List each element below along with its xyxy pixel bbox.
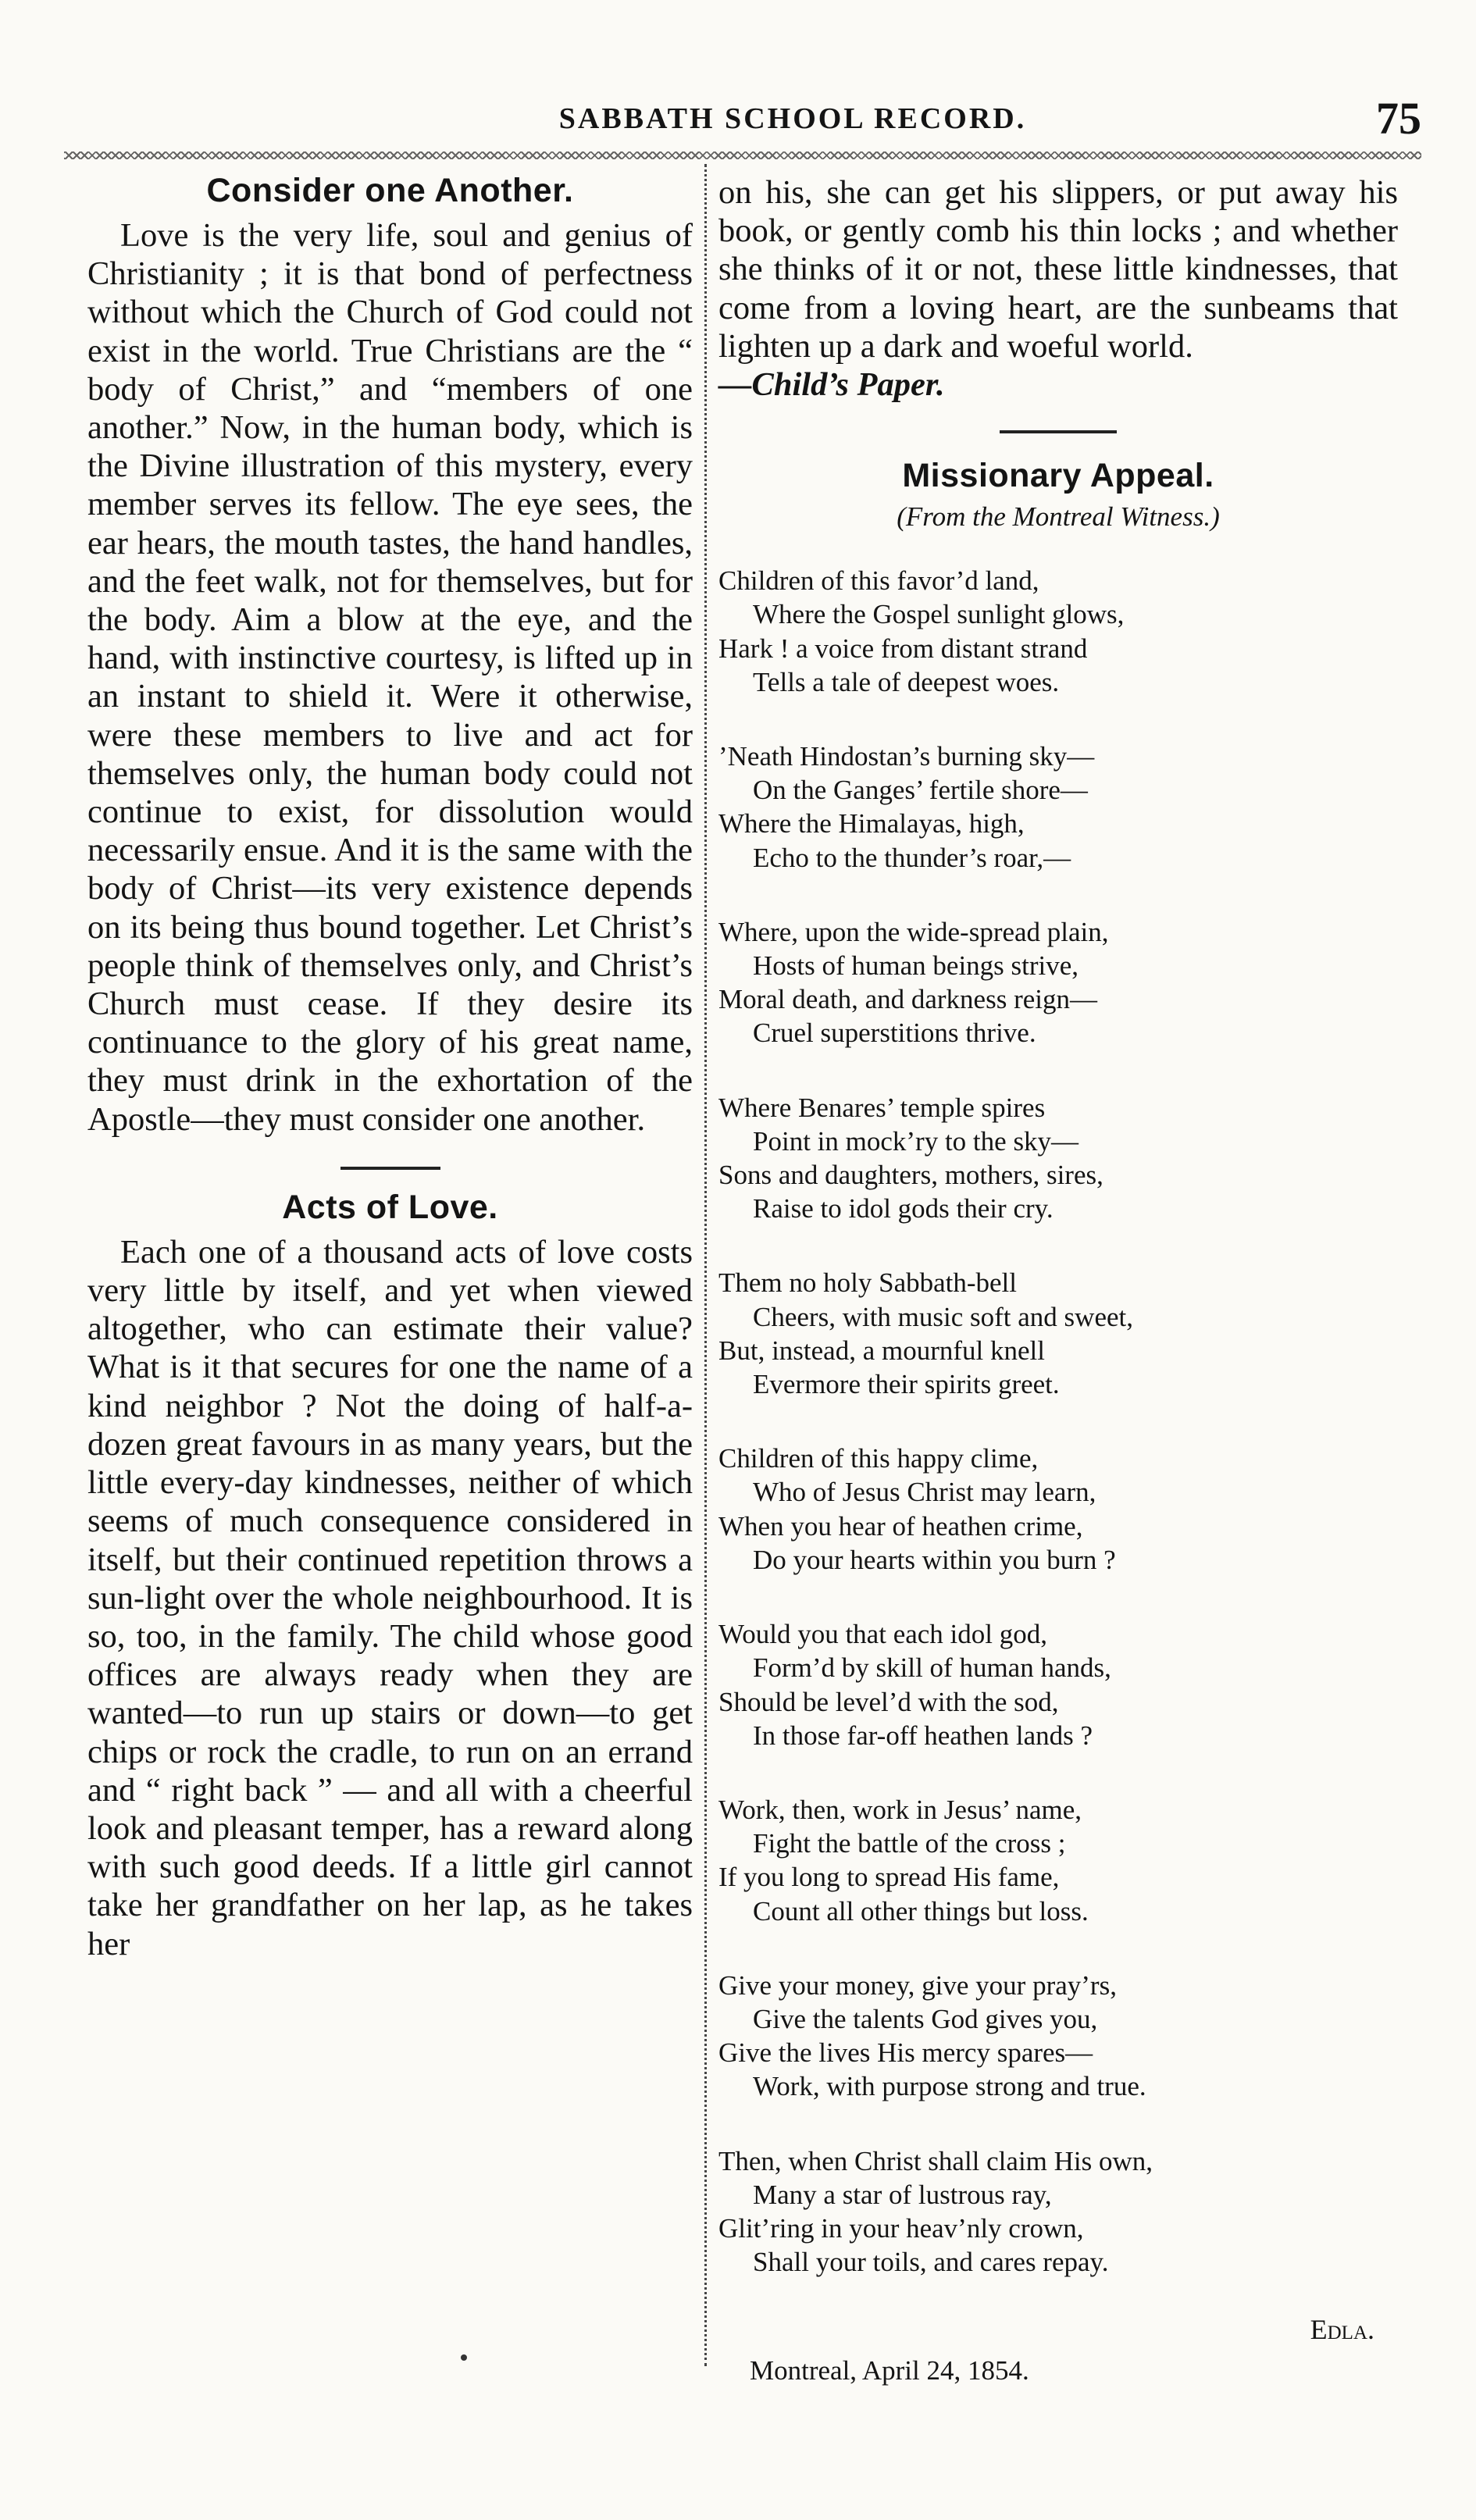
article-body-consider: Love is the very life, soul and genius of Christianity ; it is that bond of perfectness without which the Church of God could not exist in the world. True Christians are the “ body of Christ,” and “members of one another.” Now, in the human body, which is the Divine illustration of this mystery, every member serves its fellow. The eye sees, the ear hears, the mouth tastes, the hand handles, and the feet walk, not for themselves, but for the body. Aim a blow at the eye, and the hand, with instinctive courtesy, is lifted up in an instant to shield it. Were it otherwise, were these members to live and act for themselves only, the human body could not continue to exist, for dissolution would necessarily ensue. And it is the same with the body of Christ—its very existence depends on its being thus bound together. Let Christ’s people think of themselves only, and Christ’s Church must cease. If they desire its continuance to the glory of his great name, they must drink in the exhortation of the Apostle—they must consider one another. <box>87 217 693 1138</box>
poem-line: Where, upon the wide-spread plain, <box>718 916 1109 947</box>
right-column <box>718 173 1398 2386</box>
poem-dateline: Montreal, April 24, 1854. <box>750 2355 1029 2386</box>
poem-stanza <box>718 2144 1398 2279</box>
poem-stanza <box>718 564 1398 699</box>
poem-line: Where Benares’ temple spires <box>718 1092 1046 1123</box>
poem-line: Sons and daughters, mothers, sires, <box>718 1160 1103 1191</box>
poem-line: Evermore their spirits greet. <box>753 1369 1060 1400</box>
poem-line: Should be level’d with the sod, <box>718 1686 1059 1717</box>
poem-stanza <box>718 915 1398 1050</box>
section-divider-rule <box>340 1167 440 1170</box>
poem-stanza <box>718 1442 1398 1577</box>
poem-stanza <box>718 740 1398 875</box>
poem-line: Moral death, and darkness reign— <box>718 984 1097 1015</box>
poem-line: Then, when Christ shall claim His own, <box>718 2145 1153 2176</box>
poem-stanza <box>718 1969 1398 2104</box>
printer-dot <box>461 2354 467 2361</box>
poem <box>718 564 1398 2279</box>
poem-line: Hark ! a voice from distant strand <box>718 633 1088 664</box>
poem-line: Count all other things but loss. <box>753 1895 1089 1927</box>
left-column <box>87 172 693 1963</box>
poem-line: Cruel superstitions thrive. <box>753 1018 1036 1049</box>
poem-line: Children of this favor’d land, <box>718 565 1039 597</box>
poem-line: Shall your toils, and cares repay. <box>753 2247 1109 2278</box>
poem-line: Them no holy Sabbath-bell <box>718 1267 1018 1299</box>
poem-line: In those far-off heathen lands ? <box>753 1720 1093 1751</box>
article-source: —Child’s Paper. <box>718 366 945 404</box>
article-continuation-text: on his, she can get his slippers, or put away his book, or gently comb his thin locks ; and whether she thinks of it or not, these little kindnesses, that come from a loving heart, are the sunbeams that lighten up a dark and woeful world. <box>718 174 1398 365</box>
section-divider-rule-2 <box>1000 430 1117 433</box>
poem-line: Work, with purpose strong and true. <box>753 2071 1146 2102</box>
poem-line: Would you that each idol god, <box>718 1619 1047 1650</box>
poem-line: Point in mock’ry to the sky— <box>753 1125 1079 1157</box>
poem-line: Cheers, with music soft and sweet, <box>753 1301 1133 1332</box>
poem-line: Raise to idol gods their cry. <box>753 1193 1054 1224</box>
poem-line: Many a star of lustrous ray, <box>753 2179 1052 2210</box>
poem-stanza <box>718 1617 1398 1752</box>
article-title-acts: Acts of Love. <box>282 1188 498 1226</box>
poem-line: If you long to spread His fame, <box>718 1862 1060 1893</box>
poem-line: Where the Gospel sunlight glows, <box>753 599 1125 630</box>
poem-line: On the Ganges’ fertile shore— <box>753 775 1088 806</box>
poem-line: Glit’ring in your heav’nly crown, <box>718 2212 1084 2244</box>
poem-stanza <box>718 1266 1398 1401</box>
poem-stanza <box>718 1091 1398 1226</box>
poem-title: Missionary Appeal. <box>902 457 1214 495</box>
poem-line: Work, then, work in Jesus’ name, <box>718 1794 1082 1825</box>
poem-line: Do your hearts within you burn ? <box>753 1544 1116 1575</box>
poem-line: Fight the battle of the cross ; <box>753 1828 1066 1859</box>
article-body-acts: Each one of a thousand acts of love costs very little by itself, and yet when viewed altogether, who can estimate their value? What is it that secures for one the name of a kind neighbor ? Not the doing of half-a-dozen great favours in as many years, but the little every-day kindnesses, neither of which seems of much consequence considered in itself, but their continued repetition throws a sun-light over the whole neighbourhood. It is so, too, in the family. The child whose good offices are always ready when they are wanted—to run up stairs or down—to get chips or rock the cradle, to run on an errand and “ right back ” — and all with a cheerful look and pleasant temper, has a reward along with such good deeds. If a little girl cannot take her grandfather on her lap, as he takes her <box>87 1233 693 1962</box>
page-number: 75 <box>1376 93 1421 144</box>
poem-line: Echo to the thunder’s roar,— <box>753 842 1071 873</box>
poem-line: Where the Himalayas, high, <box>718 808 1025 839</box>
poem-line: Give the lives His mercy spares— <box>718 2037 1093 2069</box>
poem-line: Give the talents God gives you, <box>753 2003 1098 2034</box>
poem-line: Hosts of human beings strive, <box>753 950 1079 982</box>
poem-line: Give your money, give your pray’rs, <box>718 1969 1117 2001</box>
poem-line: Who of Jesus Christ may learn, <box>753 1477 1096 1508</box>
poem-author: Edla. <box>1310 2314 1374 2346</box>
article-title-consider: Consider one Another. <box>206 172 574 209</box>
poem-line: When you hear of heathen crime, <box>718 1510 1083 1542</box>
poem-stanza <box>718 1793 1398 1928</box>
poem-line: ’Neath Hindostan’s burning sky— <box>718 741 1095 772</box>
column-divider <box>704 164 707 2366</box>
poem-line: Children of this happy clime, <box>718 1443 1039 1474</box>
poem-line: Tells a tale of deepest woes. <box>753 666 1060 697</box>
running-title: SABBATH SCHOOL RECORD. <box>558 102 1027 135</box>
poem-subtitle: (From the Montreal Witness.) <box>897 501 1220 533</box>
article-body-acts-continued <box>718 173 1398 404</box>
ornamental-head-rule <box>64 151 1421 159</box>
poem-line: Form’d by skill of human hands, <box>753 1652 1111 1684</box>
poem-line: But, instead, a mournful knell <box>718 1335 1045 1366</box>
